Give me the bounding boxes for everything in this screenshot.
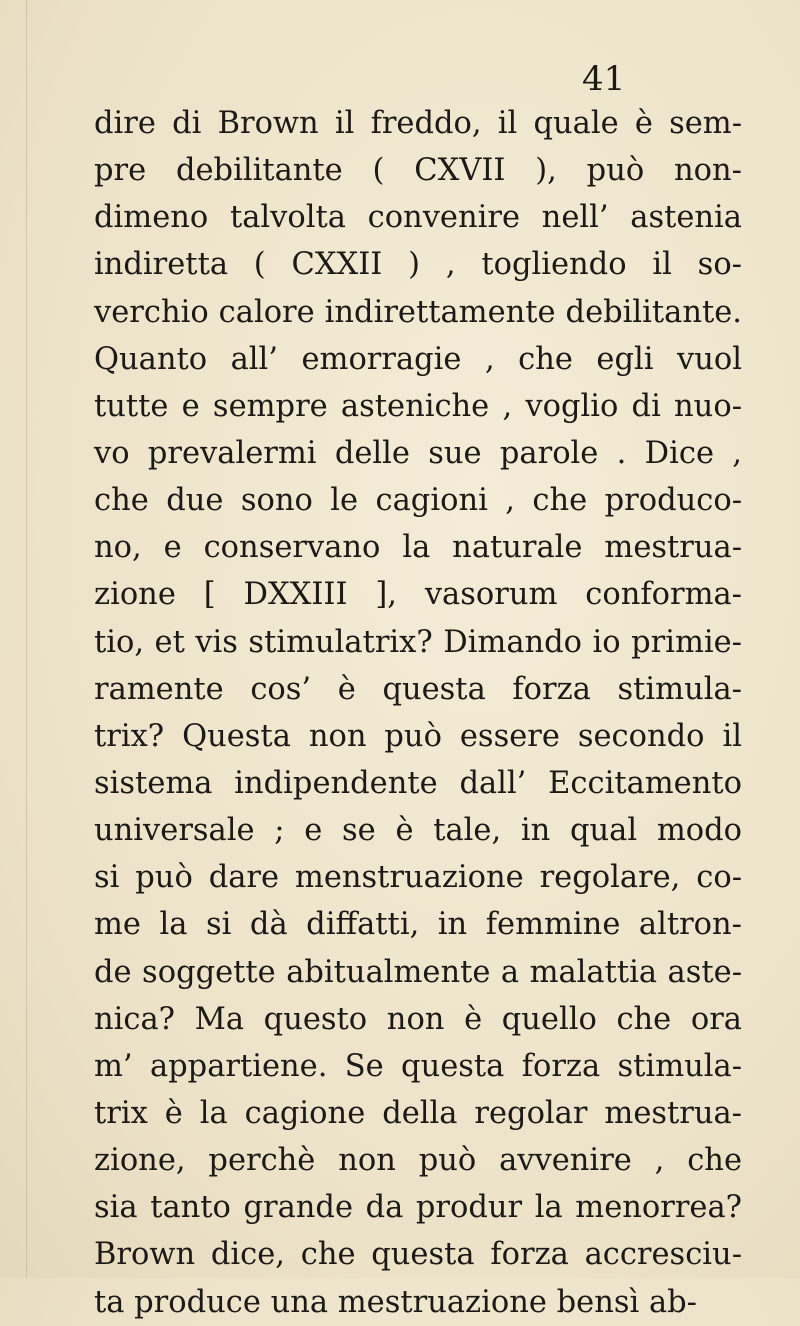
text-line: che due sono le cagioni , che produco- — [94, 483, 742, 519]
text-line: trix? Questa non può essere secondo il — [94, 718, 742, 754]
text-line: ta produce una mestruazione bensì ab- — [94, 1284, 697, 1320]
text-line: si può dare menstruazione regolare, co- — [94, 860, 742, 896]
body-text — [94, 100, 742, 1326]
text-line: zione, perchè non può avvenire , che — [94, 1143, 742, 1179]
text-line: verchio calore indirettamente debilitante. — [94, 294, 742, 330]
text-line: dire di Brown il freddo, il quale è sem- — [94, 106, 742, 141]
text-line: tio, et vis stimulatrix? Dimando io primie- — [94, 624, 742, 660]
text-line: m’ appartiene. Se questa forza stimula- — [94, 1048, 742, 1084]
paper-crease — [26, 0, 27, 1278]
text-line: me la si dà diffatti, in femmine altron- — [94, 907, 742, 943]
text-line: pre debilitante ( CXVII ), può non- — [94, 153, 742, 189]
text-line: Brown dice, che questa forza accresciu- — [94, 1237, 742, 1273]
text-line: vo prevalermi delle sue parole . Dice , — [94, 435, 742, 471]
text-line: nica? Ma questo non è quello che ora — [94, 1001, 742, 1037]
text-line: de soggette abitualmente a malattia aste- — [94, 954, 742, 990]
text-line: Quanto all’ emorragie , che egli vuol — [94, 341, 742, 377]
text-line: trix è la cagione della regolar mestrua- — [94, 1095, 742, 1131]
text-line: tutte e sempre asteniche , voglio di nuo- — [94, 388, 742, 424]
text-line: ramente cos’ è questa forza stimula- — [94, 671, 742, 707]
text-line: indiretta ( CXXII ) , togliendo il so- — [94, 247, 742, 283]
text-line: universale ; e se è tale, in qual modo — [94, 813, 742, 849]
text-line: sia tanto grande da produr la menorrea? — [94, 1190, 742, 1226]
text-line: zione [ DXXIII ], vasorum conforma- — [94, 577, 742, 613]
text-line: sistema indipendente dall’ Eccitamento — [94, 765, 742, 801]
text-line: dimeno talvolta convenire nell’ astenia — [94, 200, 742, 236]
text-line: no, e conservano la naturale mestrua- — [94, 530, 742, 566]
page-number: 41 — [582, 59, 626, 99]
